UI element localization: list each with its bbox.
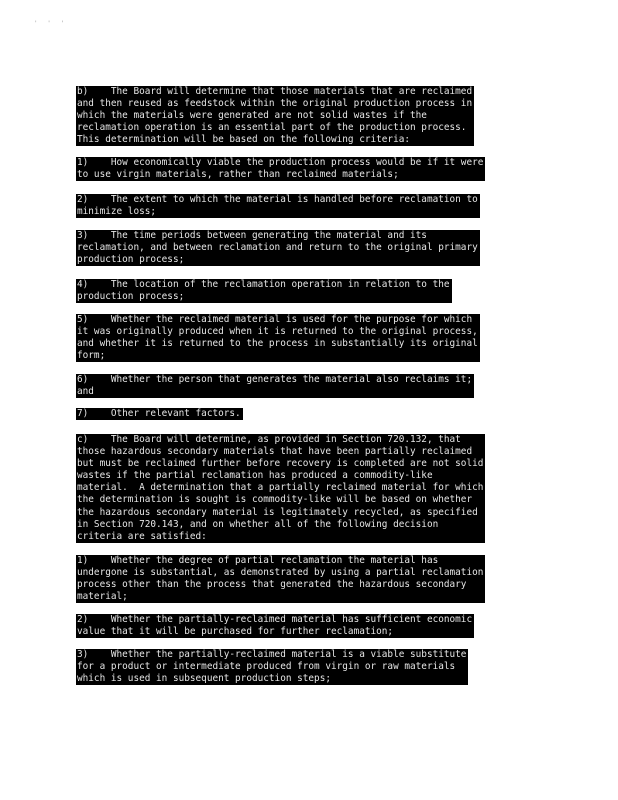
paragraph-c: c) The Board will determine, as provided in Section 720.132, that those hazardous secondary materials that have been partially reclaimed but must be reclaimed further before recovery is completed are not solid wastes if the partial reclamation has produced a commodity-like material. A determination that a partially reclaimed material for which the determination is sought is commodity-like will be based on whether the hazardous secondary material is legitimately recycled, as specified in Section 720.143, and on whether all of the following decision criteria are satisfied: [77,434,484,542]
paragraph-b-7: 7) Other relevant factors. [77,408,241,419]
paragraph-c-3: 3) Whether the partially-reclaimed material is a viable substitute for a product or intermediate produced from virgin or raw materials which is used in subsequent production steps; [77,649,467,685]
paragraph-b-1: 1) How economically viable the production process would be if it were to use virgin materials, rather than reclaimed materials; [77,157,484,181]
paragraph-c-2: 2) Whether the partially-reclaimed material has sufficient economic value that it will be purchased for further reclamation; [77,614,473,638]
paragraph-c-1: 1) Whether the degree of partial reclamation the material has undergone is substantial, as demonstrated by using a partial reclamation process other than the process that generated the hazardous secondary material; [77,555,484,603]
paragraph-b-6: 6) Whether the person that generates the material also reclaims it; and [77,374,473,398]
paragraph-b-4: 4) The location of the reclamation operation in relation to the production process; [77,279,450,303]
scan-artifact: ' ' ' [34,20,68,27]
paragraph-b-3: 3) The time periods between generating the material and its reclamation, and between reclamation and return to the original primary production process; [77,230,478,266]
paragraph-b-5: 5) Whether the reclaimed material is used for the purpose for which it was originally produced when it is returned to the original process, and whether it is returned to the process in substantially its original form; [77,314,478,362]
paragraph-b: b) The Board will determine that those materials that are reclaimed and then reused as feedstock within the original production process in which the materials were generated are not solid wastes if the reclamation operation is an essential part of the production process. This determination will be based on the following criteria: [77,86,473,146]
paragraph-b-2: 2) The extent to which the material is handled before reclamation to minimize loss; [77,194,478,218]
